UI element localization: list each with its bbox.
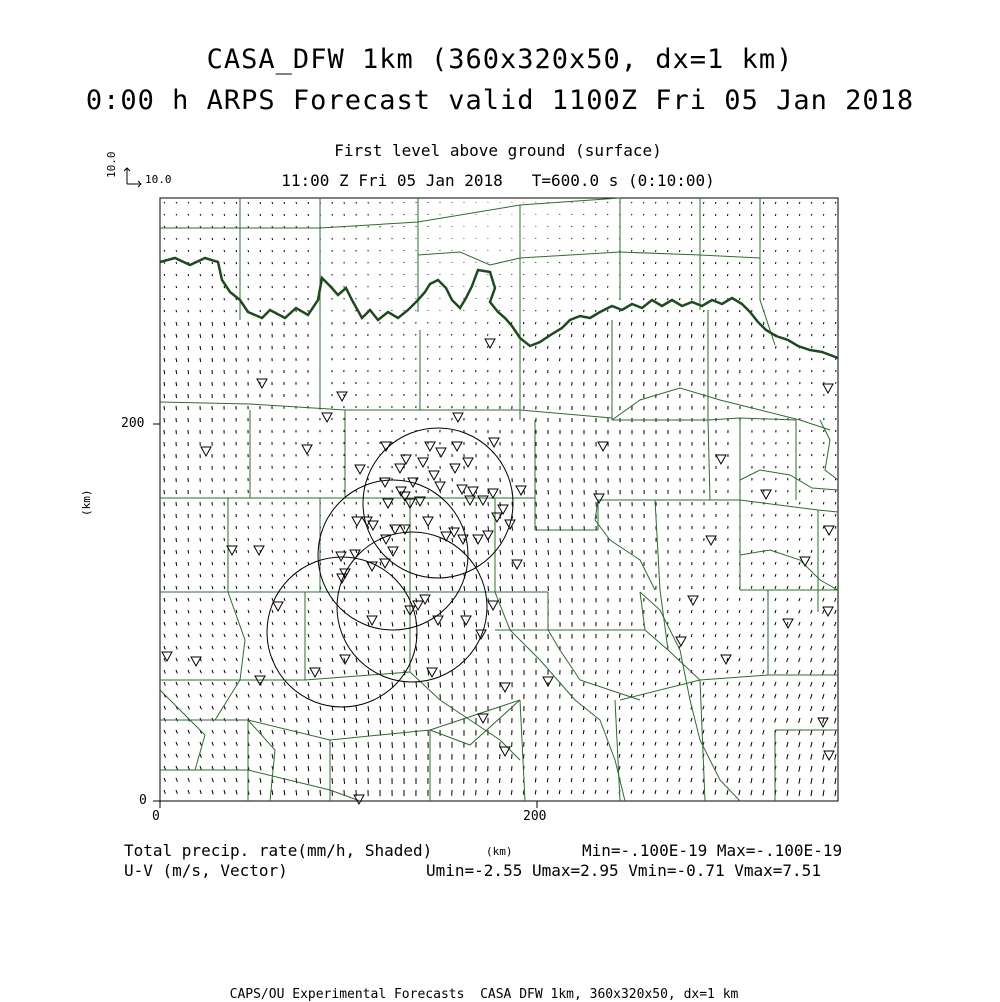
wind-label: U-V (m/s, Vector): [124, 861, 288, 880]
precip-label: Total precip. rate(mm/h, Shaded): [124, 841, 433, 860]
title-line-1: CASA_DFW 1km (360x320x50, dx=1 km): [206, 44, 794, 75]
wind-range: Umin=-2.55 Umax=2.95 Vmin=-0.71 Vmax=7.51: [426, 861, 821, 880]
x-axis-label: (km): [486, 845, 513, 858]
x-tick-0: 0: [152, 809, 160, 824]
vector-key-vertical-label: 10.0: [105, 151, 118, 178]
x-tick-200: 200: [523, 809, 547, 824]
credit-line: CAPS/OU Experimental Forecasts CASA DFW 1km, 360x320x50, dx=1 km: [229, 987, 739, 1002]
y-axis-label: (km): [80, 489, 93, 516]
y-tick-200: 200: [121, 416, 145, 431]
vector-key-horizontal-label: 10.0: [145, 173, 172, 186]
y-tick-0: 0: [139, 793, 147, 808]
level-label: First level above ground (surface): [334, 141, 662, 160]
title-line-2: 0:00 h ARPS Forecast valid 1100Z Fri 05 Jan 2018: [85, 85, 915, 116]
precip-range: Min=-.100E-19 Max=-.100E-19: [582, 841, 843, 860]
time-label: 11:00 Z Fri 05 Jan 2018 T=600.0 s (0:10:00): [281, 171, 715, 190]
